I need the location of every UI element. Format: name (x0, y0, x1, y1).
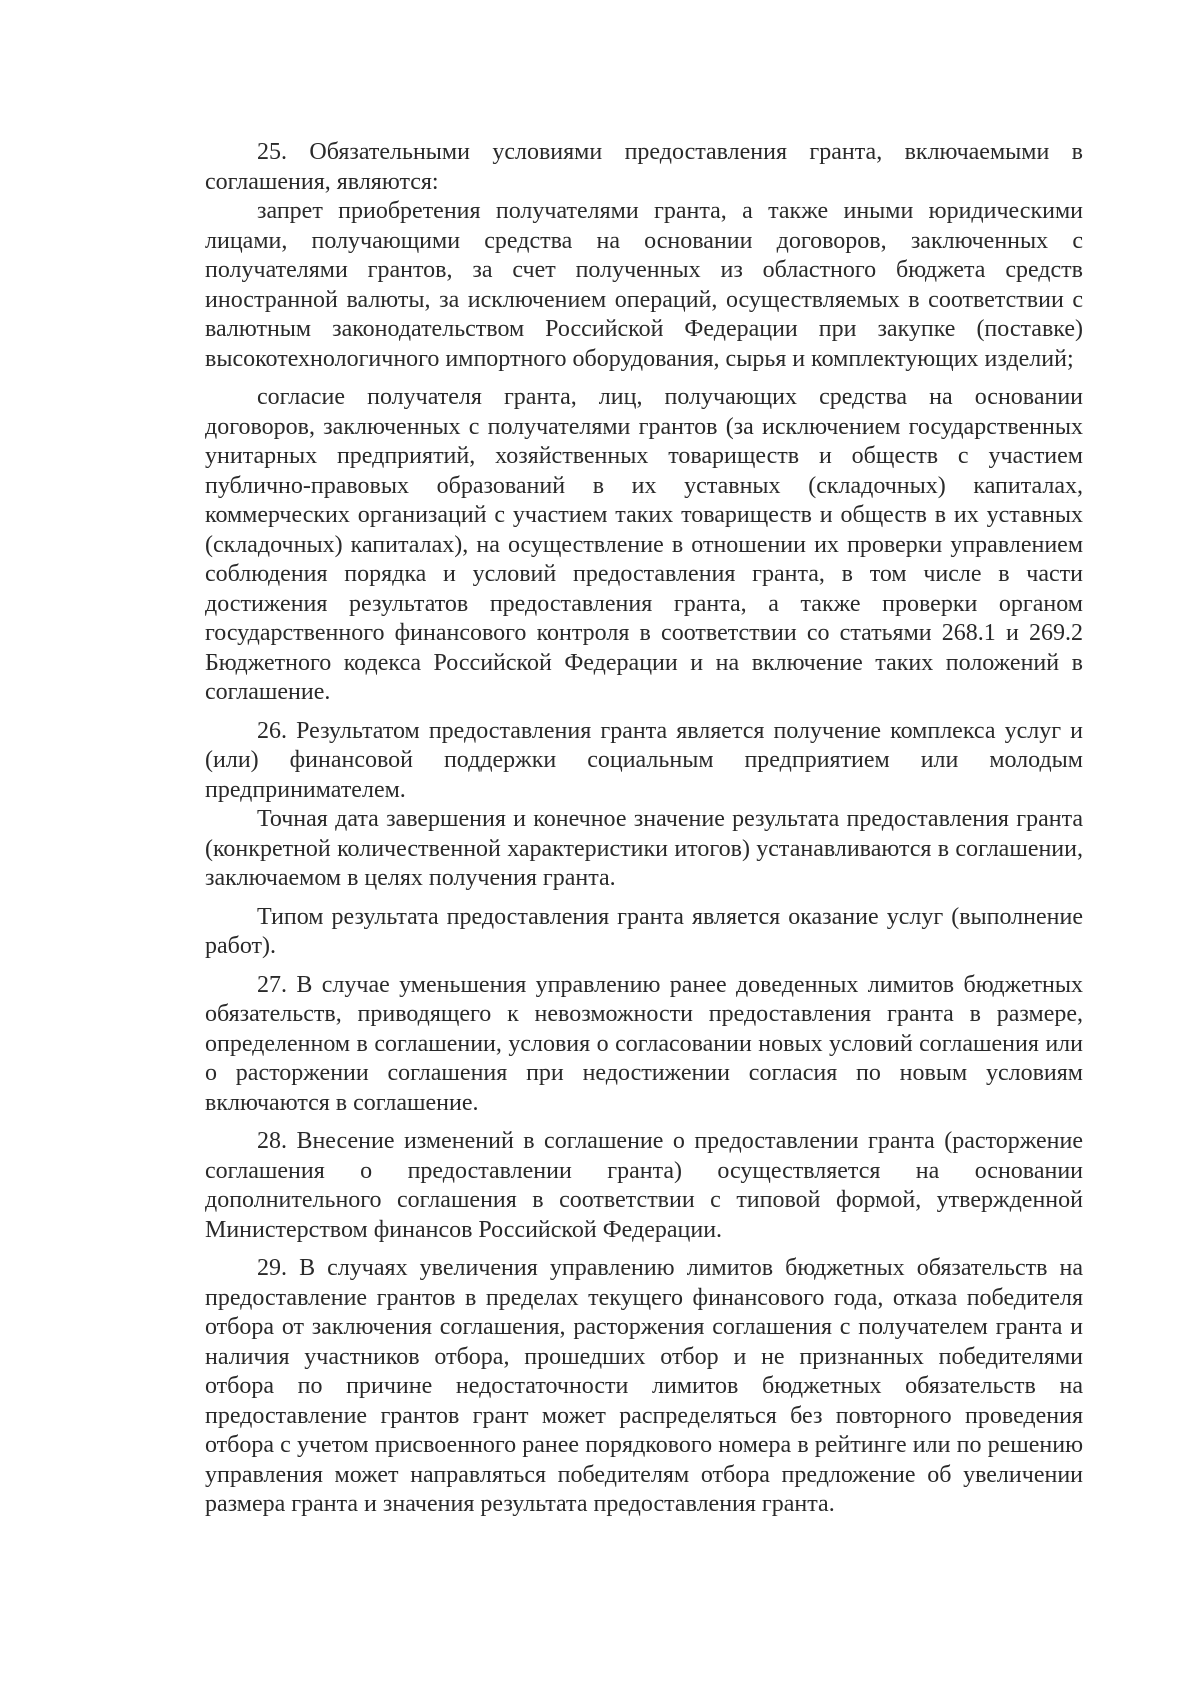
paragraph-25-item-2: согласие получателя гранта, лиц, получающих средства на основании договоров, заключенных с получателями грантов (за исключением государственных унитарных предприятий, хозяйственных товариществ и обществ с участием публично-правовых образований в их уставных (складочных) капиталах, коммерческих организаций с участием таких товариществ и обществ в их уставных (складочных) капиталах), на осуществление в отношении их проверки управлением соблюдения порядка и условий предоставления гранта, в том числе в части достижения результатов предоставления гранта, а также проверки органом государственного финансового контроля в соответствии со статьями 268.1 и 269.2 Бюджетного кодекса Российской Федерации и на включение таких положений в соглашение. (205, 384, 1083, 705)
paragraph-29: 29. В случаях увеличения управлению лимитов бюджетных обязательств на предоставление грантов в пределах текущего финансового года, отказа победителя отбора от заключения соглашения, расторжения соглашения с получателем гранта и наличия участников отбора, прошедших отбор и не признанных победителями отбора по причине недостаточности лимитов бюджетных обязательств на предоставление грантов грант может распределяться без повторного проведения отбора с учетом присвоенного ранее порядкового номера в рейтинге или по решению управления может направляться победителям отбора предложение об увеличении размера гранта и значения результата предоставления гранта. (205, 1255, 1083, 1517)
paragraph-28: 28. Внесение изменений в соглашение о предоставлении гранта (расторжение соглашения о предоставлении гранта) осуществляется на основании дополнительного соглашения в соответствии с типовой формой, утвержденной Министерством финансов Российской Федерации. (205, 1128, 1083, 1243)
paragraph-26: 26. Результатом предоставления гранта является получение комплекса услуг и (или) финансовой поддержки социальным предприятием или молодым предпринимателем. (205, 717, 1083, 803)
paragraph-27: 27. В случае уменьшения управлению ранее доведенных лимитов бюджетных обязательств, приводящего к невозможности предоставления гранта в размере, определенном в соглашении, условия о согласовании новых условий соглашения или о расторжении соглашения при недостижении согласия по новым условиям включаются в соглашение. (205, 971, 1083, 1116)
paragraph-26-type: Типом результата предоставления гранта является оказание услуг (выполнение работ). (205, 903, 1083, 959)
paragraph-25-item-1: запрет приобретения получателями гранта, а также иными юридическими лицами, получающими средства на основании договоров, заключенных с получателями грантов, за счет полученных из областного бюджета средств иностранной валюты, за исключением операций, осуществляемых в соответствии с валютным законодательством Российской Федерации при закупке (поставке) высокотехнологичного импортного оборудования, сырья и комплектующих изделий; (205, 198, 1083, 372)
paragraph-26-date: Точная дата завершения и конечное значение результата предоставления гранта (конкретной количественной характеристики итогов) устанавливаются в соглашении, заключаемом в целях получения гранта. (205, 806, 1083, 891)
paragraph-25: 25. Обязательными условиями предоставления гранта, включаемыми в соглашения, являются: (205, 139, 1083, 195)
document-body (205, 138, 1083, 1520)
